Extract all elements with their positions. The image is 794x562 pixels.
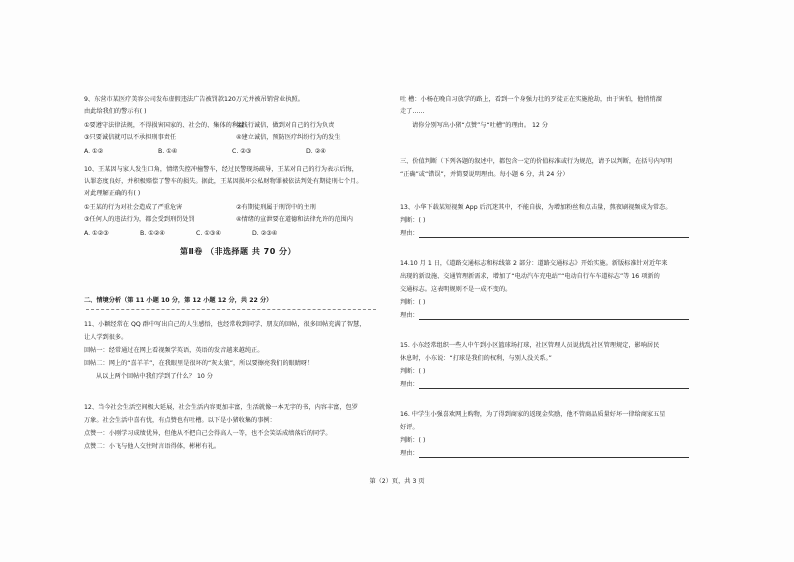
q12-like-2: 点赞二：小飞与他人交往时言语得体，彬彬有礼。 <box>84 443 221 450</box>
q13-answer-line[interactable] <box>419 231 689 238</box>
q15-line-1: 15. 小东经常组织一些人中午到小区篮球场打球，社区管理人员说扰乱社区管理规定，影响居民 <box>400 342 660 349</box>
q10-stem-2: 认罪态度良好，并积极赔偿了警车的损失。据此，王某因损坏公私财物罪被依法判处有期徒刑七个月。 <box>84 178 363 185</box>
q9-choice-c: C. ②③ <box>232 148 252 155</box>
part-2-title: 第Ⅱ卷 （非选择题 共 70 分） <box>180 247 297 256</box>
q12-line-2: 万象。社会生活中喜有忧，有点赞也有吐槽。以下是小猪收集的事例： <box>84 417 276 424</box>
q10-choice-b: B. ①②④ <box>140 230 165 237</box>
q9-option-4: ④建立诚信，预防医疗纠纷行为的发生 <box>236 134 341 141</box>
q16-reason-label: 理由： <box>400 450 419 457</box>
q10-prompt: 对此理解正确的有( ) <box>84 190 141 197</box>
q9-option-2: ②践行诚信，做到对自己的行为负责 <box>236 122 335 129</box>
q9-option-3: ③只要诚信就可以不承担刑事责任 <box>84 134 177 141</box>
q13-reason-row <box>400 229 689 238</box>
q14-reason-row <box>400 311 689 320</box>
q10-option-3: ③任何人的违法行为，都会受到刑罚处罚 <box>84 216 195 223</box>
q9-stem: 9、东营市某医疗美容公司发布虚假违法广告被罚款120万元并被吊销营业执照。 <box>84 96 304 103</box>
q14-reason-label: 理由： <box>400 312 419 319</box>
tucao-line-2: 走了…… <box>400 108 425 115</box>
q13-judge: 判断：( ) <box>400 217 426 224</box>
q14-line-2: 出现的新设施、交通管理新需求，增加了“电动汽车充电站”“电动自行车车道标志”等 16 项新的 <box>400 273 660 280</box>
q15-reason-row <box>400 380 689 389</box>
q15-judge: 判断：( ) <box>400 368 426 375</box>
q10-option-1: ①王某的行为对社会造成了严重危害 <box>84 204 183 211</box>
q16-line-1: 16. 中学生小强喜欢网上购物，为了得到商家的返现金奖励，他不管商品质量好坏一律给商家五星 <box>400 411 666 418</box>
page-number: 第（2）页，共 3 页 <box>369 478 425 485</box>
q10-option-2: ②有期徒刑属于刑罚中的主刑 <box>236 204 316 211</box>
q16-answer-line[interactable] <box>419 451 689 458</box>
q14-judge: 判断：( ) <box>400 299 426 306</box>
q9-choice-d: D. ②④ <box>306 148 326 155</box>
tucao-question: 请你分别写出小猪“点赞”与“吐槽”的理由。 12 分 <box>412 122 549 129</box>
q9-choice-a: A. ①② <box>84 148 104 155</box>
q10-option-4: ④情绪的宣泄要在道德和法律允许的范围内 <box>236 216 353 223</box>
q10-stem-1: 10、王某因与家人发生口角，情绪失控冲撞警车，经过民警现场疏导，王某对自己的行为表示后悔， <box>84 166 358 173</box>
q13-stem: 13、小华下载某短视频 App 后沉迷其中，不能自拔，为增加粉丝和点击量，熬夜刷视频成为常态。 <box>400 204 672 211</box>
q10-choice-d: D. ②③④ <box>252 230 278 237</box>
q15-reason-label: 理由： <box>400 381 419 388</box>
q11-reply-1: 回帖一：经常通过在网上看视频学英语，英语的发音越来越纯正。 <box>84 347 264 354</box>
section-3-line-2: “正确”或“错误”，并简要说明理由。每小题 6 分，共 24 分） <box>400 171 569 178</box>
section-2-heading: 二、情境分析（第 11 小题 10 分，第 12 小题 12 分，共 22 分） <box>84 297 273 304</box>
q10-choice-c: C. ①③④ <box>196 230 221 237</box>
q11-reply-2: 回帖二：网上的“喜羊羊”，在我眼里是很坏的“灰太狼”，所以要擦亮我们的眼睛呀！ <box>84 360 314 367</box>
section-3-line-1: 三、价值判断（下列各题的叙述中，都包含一定的价值标准或行为规范，请予以判断，在括号内写明 <box>400 158 673 165</box>
q15-answer-line[interactable] <box>419 382 689 389</box>
q16-line-2: 好评。 <box>400 424 419 431</box>
section-divider <box>86 309 376 310</box>
q11-line-1: 11、小颖经常在 QQ 群中写出自己的人生感悟，也经常收到同学、朋友的回帖，很多回帖充满了智慧， <box>84 321 366 328</box>
q11-line-2: 让人学到很多。 <box>84 334 128 341</box>
q9-choice-b: B. ①④ <box>158 148 178 155</box>
q12-line-1: 12、当今社会生活空间极大延展，社会生活内容更加丰富，生活就像一本无字的书，内容丰富，包罗 <box>84 404 358 411</box>
q14-line-3: 交通标志。这表明规则不是一成不变的。 <box>400 286 512 293</box>
q9-option-1: ①要遵守法律法规，不得损害国家的、社会的、集体的利益 <box>84 122 245 129</box>
q11-question: 从以上两个回帖中我们学到了什么？ 10 分 <box>96 373 213 380</box>
q16-judge: 判断：( ) <box>400 437 426 444</box>
q14-answer-line[interactable] <box>419 313 689 320</box>
q15-line-2: 休息时，小东说：“打球是我们的权利，与别人没关系。” <box>400 355 552 362</box>
q14-line-1: 14.10 月 1 日，《道路交通标志和标线第 2 部分：道路交通标志》开始实施。新版标准针对近年来 <box>400 260 668 267</box>
q9-prompt: 由此给我们的警示有( ) <box>84 108 147 115</box>
q12-like-1: 点赞一：小刚学习成绩优异，但他从不把自己会得高人一等，也不会笑话成绩落后的同学。 <box>84 430 332 437</box>
q13-reason-label: 理由： <box>400 230 419 237</box>
q16-reason-row <box>400 449 689 458</box>
tucao-line-1: 吐 槽：小杨在晚自习放学的路上，看到一个身强力壮的歹徒正在实施抢劫，由于害怕，他悄悄溜 <box>400 96 662 103</box>
q10-choice-a: A. ①②③ <box>84 230 109 237</box>
